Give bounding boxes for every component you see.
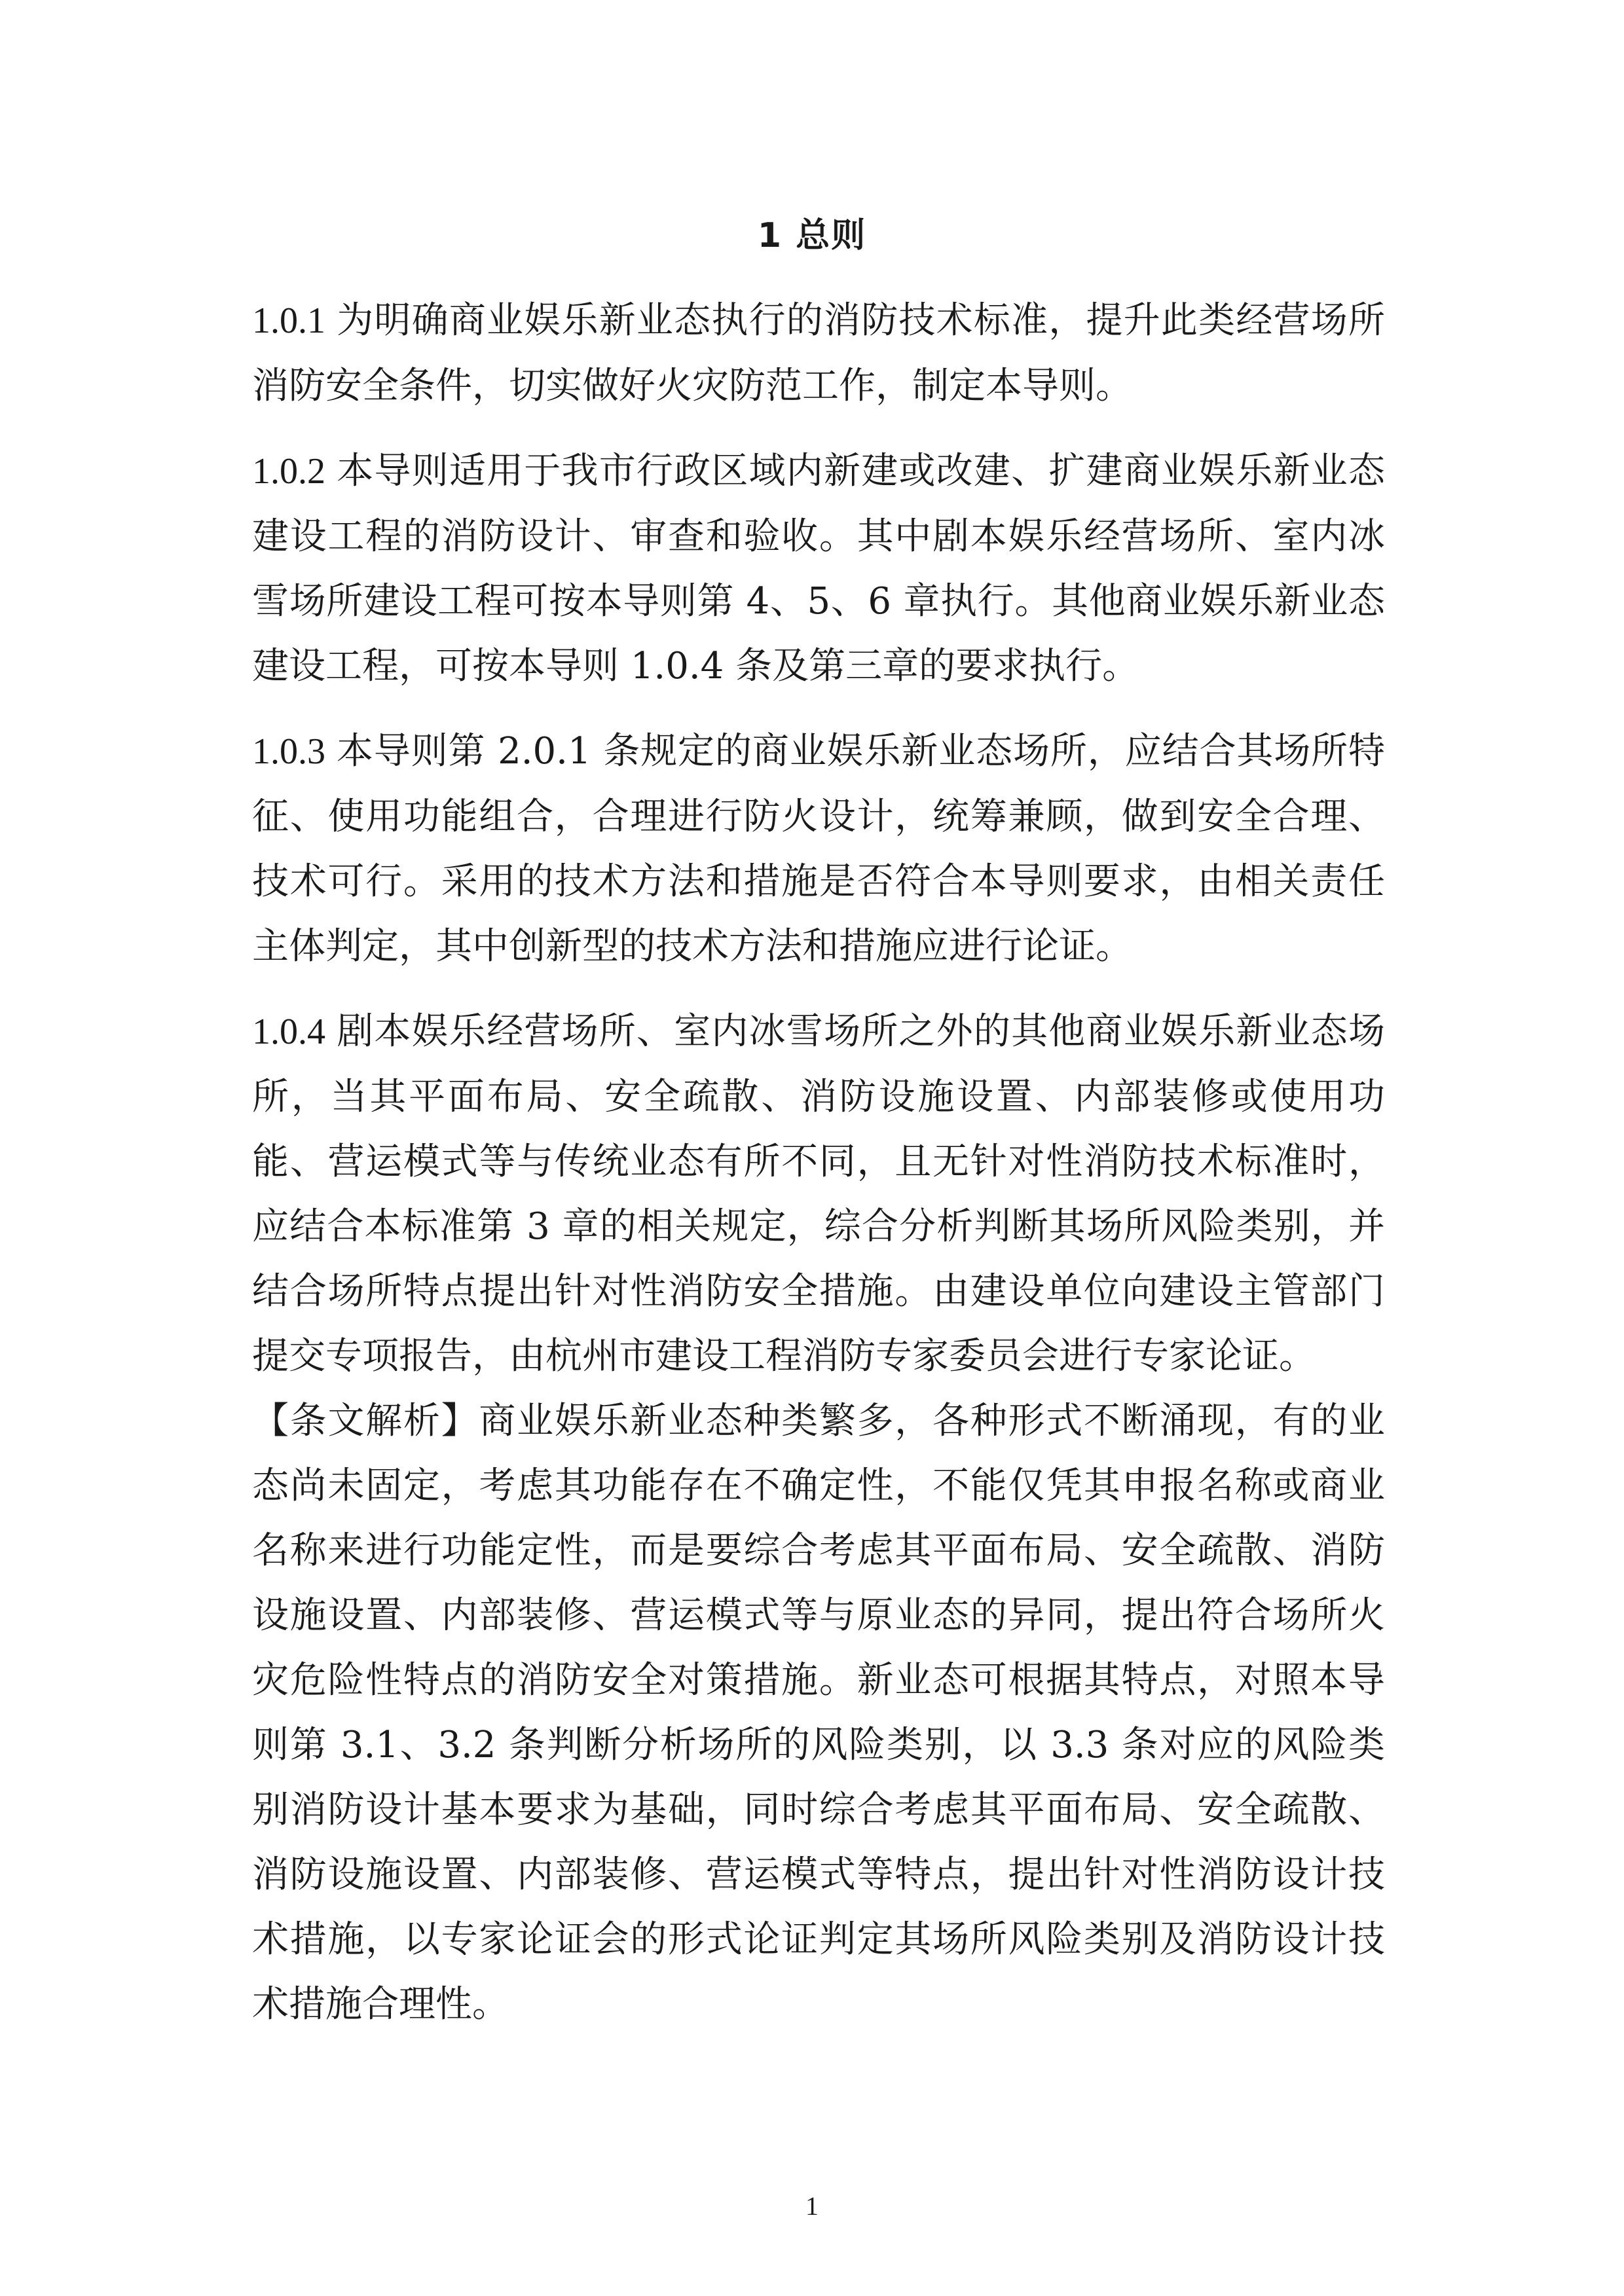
clause-number: 1.0.1 <box>252 301 325 341</box>
clause-1-0-4 <box>252 999 1385 1389</box>
clause-1-0-3 <box>252 719 1385 979</box>
clause-text: 本导则适用于我市行政区域内新建或改建、扩建商业娱乐新业态建设工程的消防设计、审查和验收。其中剧本娱乐经营场所、室内冰雪场所建设工程可按本导则第 4、5、6 章执行。其他商业娱乐新业态建设工程，可按本导则 1.0.4 条及第三章的要求执行。 <box>252 450 1385 687</box>
chapter-title: 1 总则 <box>757 216 867 255</box>
clause-text: 本导则第 2.0.1 条规定的商业娱乐新业态场所，应结合其场所特征、使用功能组合，合理进行防火设计，统筹兼顾，做到安全合理、技术可行。采用的技术方法和措施是否符合本导则要求，由相关责任主体判定，其中创新型的技术方法和措施应进行论证。 <box>252 730 1385 968</box>
clause-number: 1.0.3 <box>252 731 325 772</box>
clause-commentary: 【条文解析】商业娱乐新业态种类繁多，各种形式不断涌现，有的业态尚未固定，考虑其功能存在不确定性，不能仅凭其申报名称或商业名称来进行功能定性，而是要综合考虑其平面布局、安全疏散、消防设施设置、内部装修、营运模式等与原业态的异同，提出符合场所火灾危险性特点的消防安全对策措施。新业态可根据其特点，对照本导则第 3.1、3.2 条判断分析场所的风险类别，以 3.3 条对应的风险类别消防设计基本要求为基础，同时综合考虑其平面布局、安全疏散、消防设施设置、内部装修、营运模式等特点，提出针对性消防设计技术措施，以专家论证会的形式论证判定其场所风险类别及消防设计技术措施合理性。 <box>252 1400 1385 2026</box>
clause-1-0-1 <box>252 288 1385 418</box>
page-number: 1 <box>805 2191 819 2221</box>
clause-1-0-2 <box>252 439 1385 699</box>
document-body <box>252 288 1385 2037</box>
clause-text: 为明确商业娱乐新业态执行的消防技术标准，提升此类经营场所消防安全条件，切实做好火灾防范工作，制定本导则。 <box>252 299 1385 407</box>
clause-text: 剧本娱乐经营场所、室内冰雪场所之外的其他商业娱乐新业态场所，当其平面布局、安全疏散、消防设施设置、内部装修或使用功能、营运模式等与传统业态有所不同，且无针对性消防技术标准时，应结合本标准第 3 章的相关规定，综合分析判断其场所风险类别，并结合场所特点提出针对性消防安全措施。由建设单位向建设主管部门提交专项报告，由杭州市建设工程消防专家委员会进行专家论证。 <box>252 1010 1385 1377</box>
clause-number: 1.0.4 <box>252 1011 325 1052</box>
clause-number: 1.0.2 <box>252 451 325 492</box>
